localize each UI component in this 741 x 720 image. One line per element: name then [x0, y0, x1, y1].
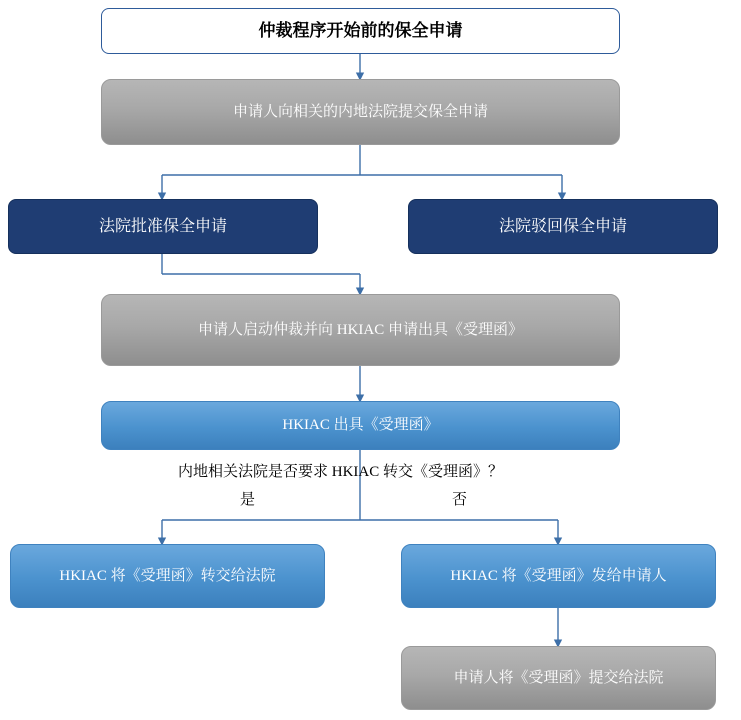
node-court-reject-label: 法院驳回保全申请 — [498, 217, 627, 235]
node-step1 — [101, 79, 620, 145]
node-applicant-submit — [401, 646, 716, 710]
node-issue-letter — [101, 401, 620, 450]
node-issue-letter-label: HKIAC 出具《受理函》 — [282, 417, 439, 434]
node-title — [101, 8, 620, 54]
node-send-to-applicant — [401, 544, 716, 608]
node-title-label: 仲裁程序开始前的保全申请 — [258, 21, 463, 41]
node-step1-label: 申请人向相关的内地法院提交保全申请 — [232, 103, 488, 120]
node-applicant-submit-label: 申请人将《受理函》提交给法院 — [453, 669, 664, 686]
node-court-grant-label: 法院批准保全申请 — [98, 217, 227, 235]
node-forward-to-court — [10, 544, 325, 608]
node-start-arbitration-label: 申请人启动仲裁并向 HKIAC 申请出具《受理函》 — [198, 321, 523, 338]
node-start-arbitration — [101, 294, 620, 366]
decision-yes-label: 是 — [240, 492, 256, 508]
node-forward-to-court-label: HKIAC 将《受理函》转交给法院 — [59, 567, 276, 584]
decision-question: 内地相关法院是否要求 HKIAC 转交《受理函》？ — [178, 464, 503, 480]
decision-no-label: 否 — [452, 492, 468, 508]
node-court-grant — [8, 199, 318, 254]
node-court-reject — [408, 199, 718, 254]
node-send-to-applicant-label: HKIAC 将《受理函》发给申请人 — [450, 567, 667, 584]
